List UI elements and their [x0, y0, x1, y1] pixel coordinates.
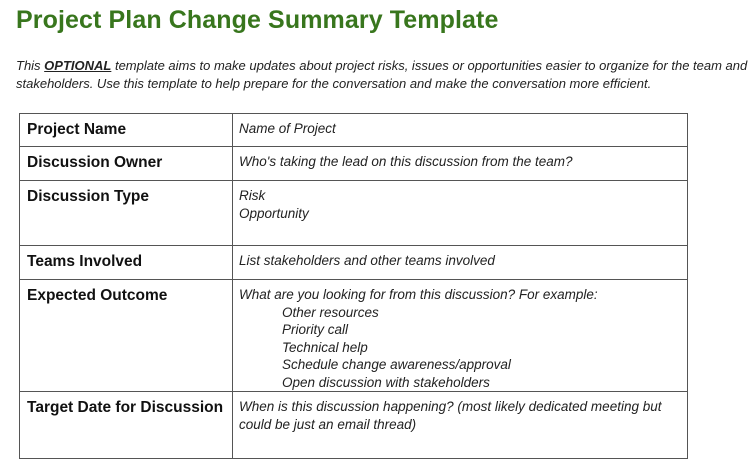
- optional-emphasis: OPTIONAL: [44, 58, 112, 73]
- intro-text-rest: template aims to make updates about project risks, issues or opportunities easier to organize for the team and stakeholders. Use this template to help prepare for the conversation and make the conversation more efficient.: [16, 58, 748, 91]
- table-row-discussion-owner: [20, 147, 688, 181]
- value-line: Name of Project: [239, 121, 336, 136]
- row-label-expected-outcome: Expected Outcome: [20, 280, 233, 392]
- row-label-target-date: Target Date for Discussion: [20, 392, 233, 459]
- outcome-item: Technical help: [282, 339, 368, 355]
- value-line: could be just an email thread): [239, 416, 417, 432]
- value-line: What are you looking for from this discussion? For example:: [239, 287, 598, 302]
- row-value-discussion-owner[interactable]: [233, 147, 688, 181]
- row-value-teams-involved[interactable]: [233, 246, 688, 280]
- table-row-target-date: [20, 392, 688, 459]
- row-label-teams-involved: Teams Involved: [20, 246, 233, 280]
- value-line: Who's taking the lead on this discussion from the team?: [239, 154, 573, 169]
- change-summary-table: [19, 113, 688, 459]
- page-title: Project Plan Change Summary Template: [16, 6, 499, 34]
- intro-paragraph: [16, 57, 750, 93]
- table-row-expected-outcome: [20, 280, 688, 392]
- row-label-discussion-type: Discussion Type: [20, 181, 233, 246]
- outcome-item: Schedule change awareness/approval: [282, 357, 511, 372]
- row-value-project-name[interactable]: [233, 114, 688, 147]
- value-line: When is this discussion happening? (most likely dedicated meeting but: [239, 399, 662, 414]
- row-label-project-name: Project Name: [20, 114, 233, 147]
- value-line: Risk: [239, 188, 266, 203]
- value-line: List stakeholders and other teams involved: [239, 253, 495, 268]
- row-label-discussion-owner: Discussion Owner: [20, 147, 233, 181]
- table-row-teams-involved: [20, 246, 688, 280]
- table-row-discussion-type: [20, 181, 688, 246]
- row-value-expected-outcome[interactable]: [233, 280, 688, 392]
- table-row-project-name: [20, 114, 688, 147]
- intro-text-start: This: [16, 58, 45, 73]
- outcome-item: Other resources: [282, 304, 379, 320]
- outcome-item: Priority call: [282, 322, 349, 337]
- outcome-item: Open discussion with stakeholders: [282, 374, 490, 390]
- value-line: Opportunity: [239, 205, 309, 221]
- row-value-discussion-type[interactable]: [233, 181, 688, 246]
- row-value-target-date[interactable]: [233, 392, 688, 459]
